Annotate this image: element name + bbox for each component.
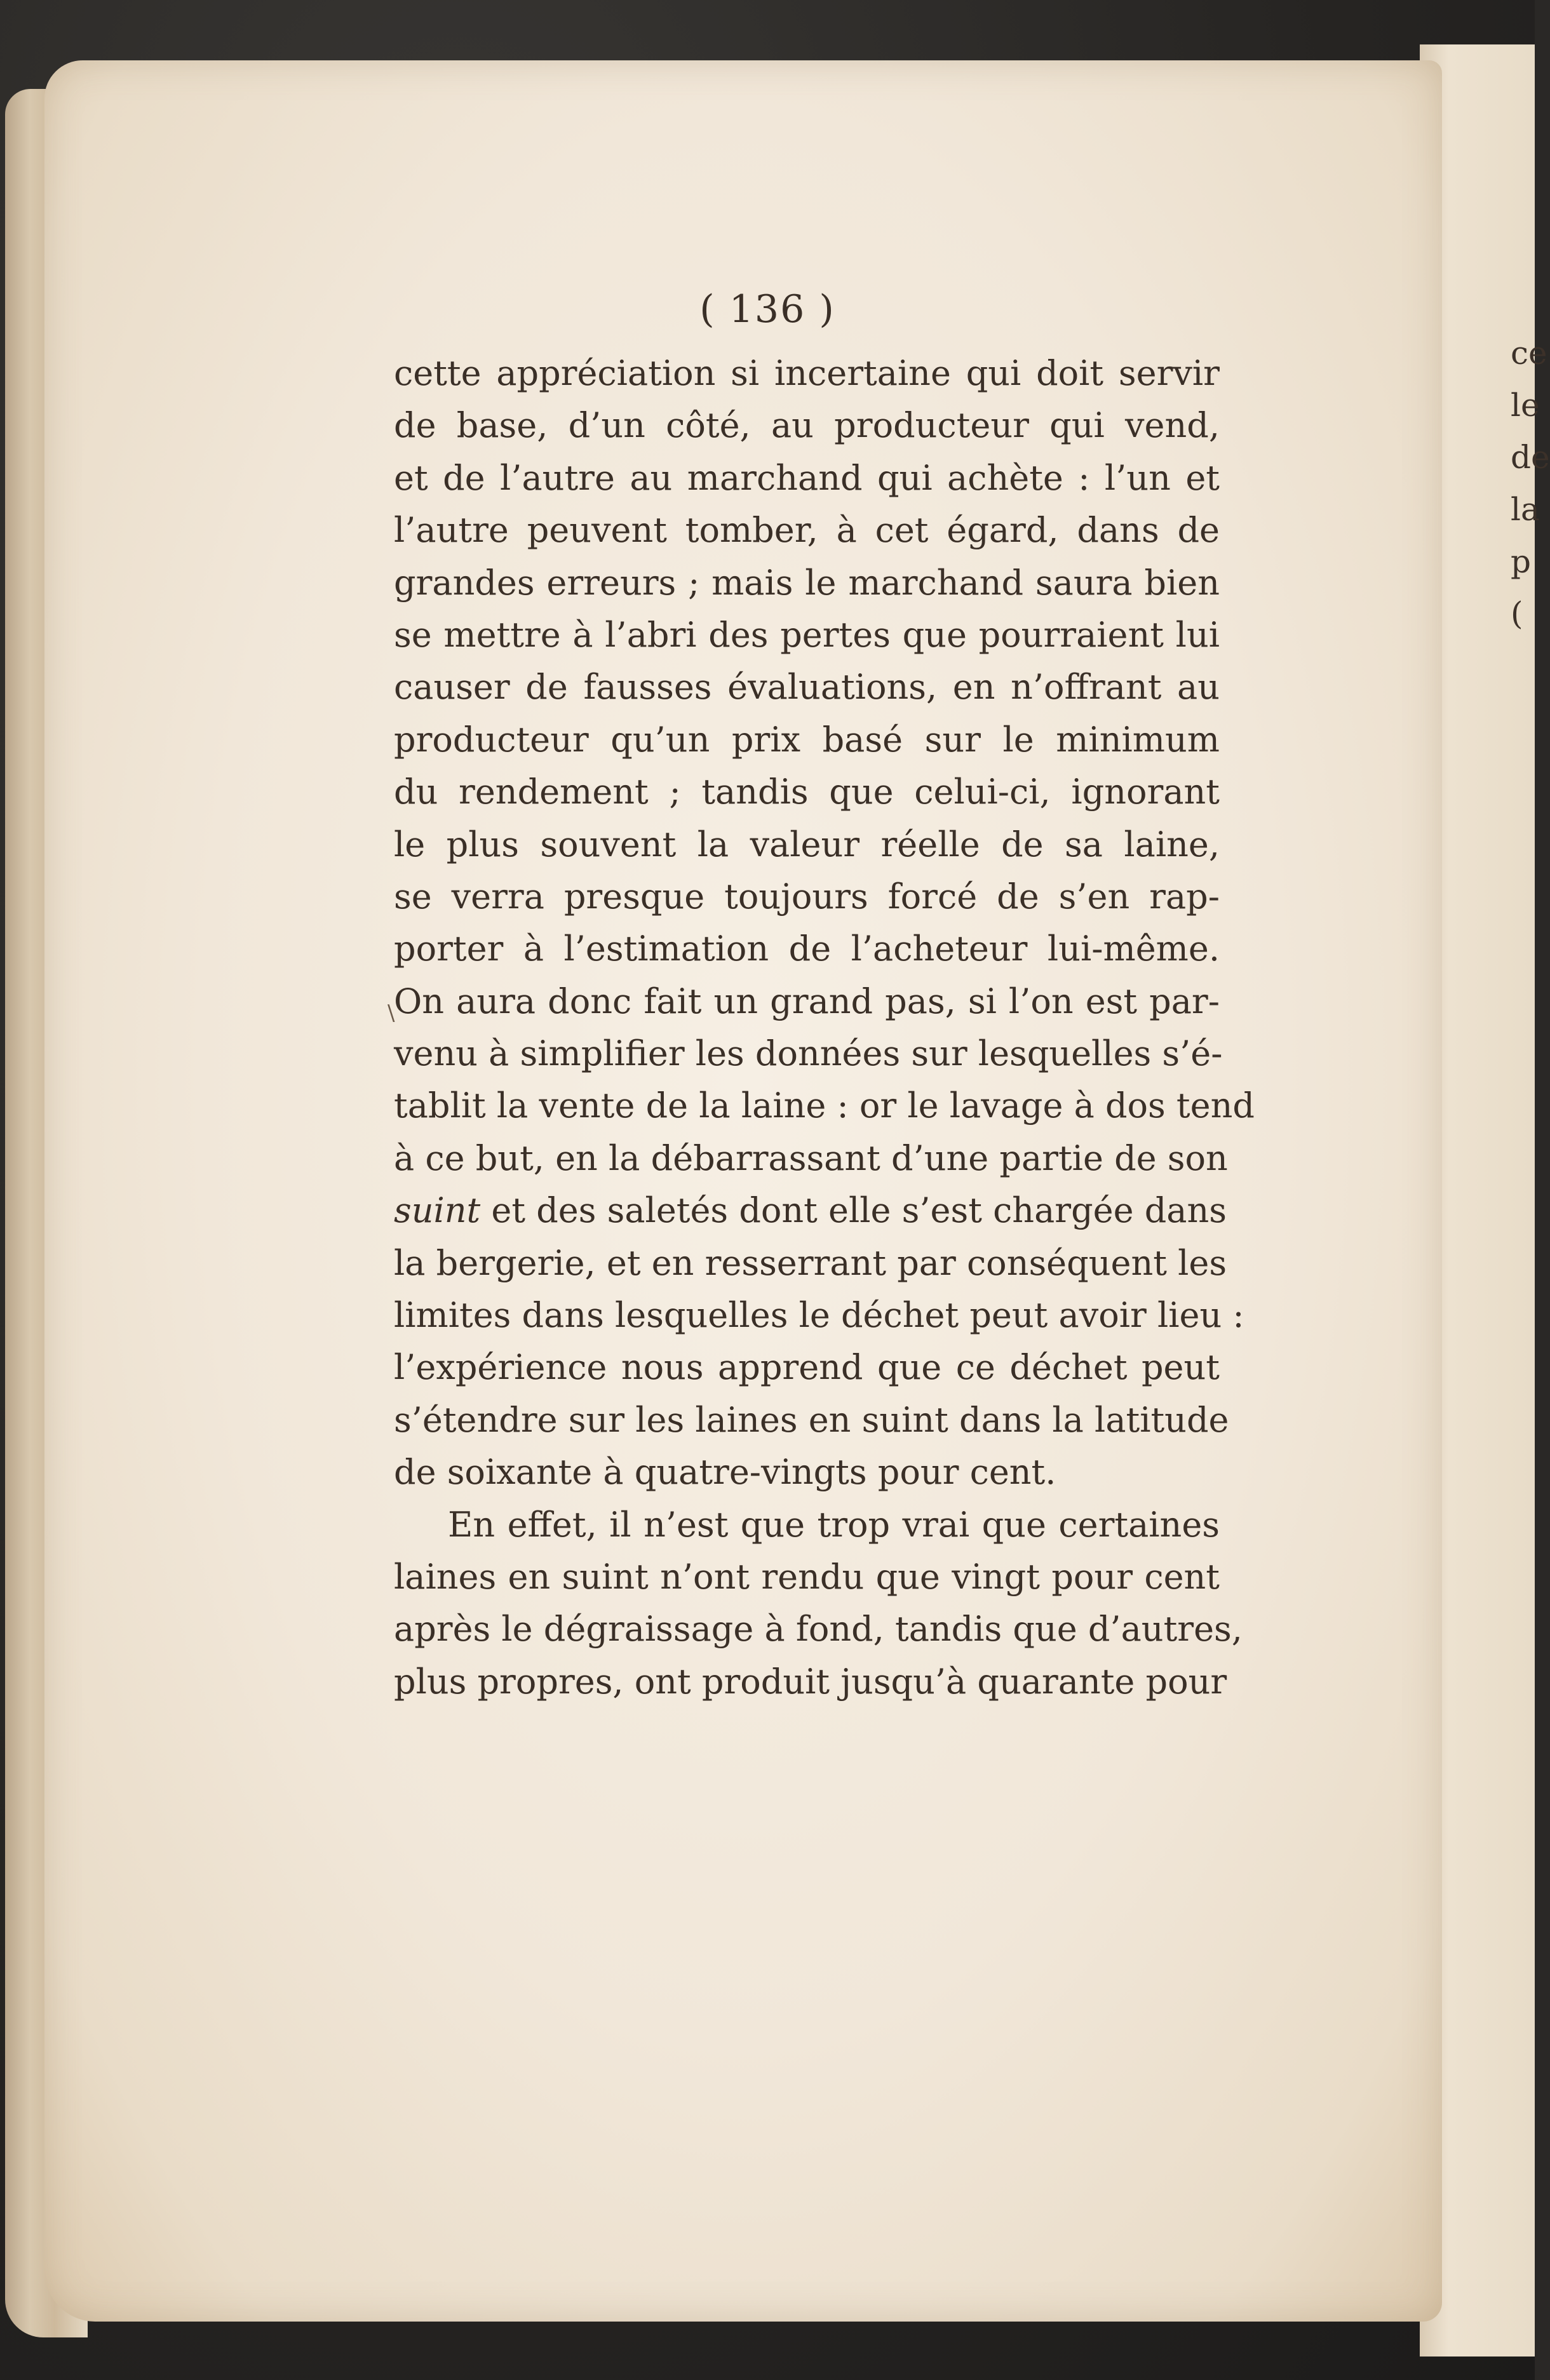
text-line: On aura donc fait un grand pas, si l’on est par- xyxy=(394,981,1220,1021)
text-line: du rendement ; tandis que celui-ci, ignorant xyxy=(394,772,1220,812)
text-line: de base, d’un côté, au producteur qui vend, xyxy=(394,405,1220,446)
text-line: après le dégraissage à fond, tandis que d’autres, xyxy=(394,1609,1243,1650)
italic-word: suint xyxy=(394,1190,481,1231)
text-line: porter à l’estimation de l’acheteur lui-même. xyxy=(394,929,1220,969)
facing-fragment: p xyxy=(1511,543,1532,580)
facing-fragment: ce xyxy=(1511,335,1547,372)
text-line: cette appréciation si incertaine qui doit servir xyxy=(394,353,1220,393)
facing-fragment: ( xyxy=(1511,595,1523,632)
text-line-with-italic xyxy=(394,1185,1227,1237)
text-line: plus propres, ont produit jusqu’à quarante pour xyxy=(394,1661,1227,1702)
text-line: se mettre à l’abri des pertes que pourraient lui xyxy=(394,614,1220,655)
text-line: l’autre peuvent tomber, à cet égard, dans de xyxy=(394,510,1220,551)
text-line: tablit la vente de la laine : or le lavage à dos tend xyxy=(394,1086,1255,1126)
text-line: s’étendre sur les laines en suint dans la latitude xyxy=(394,1399,1229,1440)
text-line: venu à simplifier les données sur lesquelles s’é- xyxy=(394,1033,1223,1074)
text-line: la bergerie, et en resserrant par conséquent les xyxy=(394,1242,1227,1283)
text-line-rest: et des saletés dont elle s’est chargée dans xyxy=(491,1190,1227,1231)
text-line: producteur qu’un prix basé sur le minimum xyxy=(394,719,1220,760)
margin-mark: \ xyxy=(388,1000,395,1026)
text-line: laines en suint n’ont rendu que vingt pour cent xyxy=(394,1556,1220,1597)
text-line: et de l’autre au marchand qui achète : l’un et xyxy=(394,457,1220,498)
text-line: causer de fausses évaluations, en n’offrant au xyxy=(394,667,1220,708)
text-line: l’expérience nous apprend que ce déchet peut xyxy=(394,1347,1220,1388)
text-line: à ce but, en la débarrassant d’une partie de son xyxy=(394,1138,1228,1178)
text-line: En effet, il n’est que trop vrai que certaines xyxy=(448,1504,1220,1545)
text-line: limites dans lesquelles le déchet peut avoir lieu : xyxy=(394,1295,1244,1336)
text-line: se verra presque toujours forcé de s’en rap- xyxy=(394,876,1220,917)
facing-fragment: la xyxy=(1511,491,1540,528)
text-line: grandes erreurs ; mais le marchand saura bien xyxy=(394,562,1220,603)
body-text xyxy=(394,347,1255,1708)
facing-page-text xyxy=(1511,327,1550,640)
text-line: de soixante à quatre-vingts pour cent. xyxy=(394,1452,1056,1493)
page-number: ( 136 ) xyxy=(699,287,835,332)
text-line: le plus souvent la valeur réelle de sa laine, xyxy=(394,824,1220,864)
facing-fragment: de xyxy=(1511,439,1550,476)
facing-fragment: le xyxy=(1511,387,1540,424)
